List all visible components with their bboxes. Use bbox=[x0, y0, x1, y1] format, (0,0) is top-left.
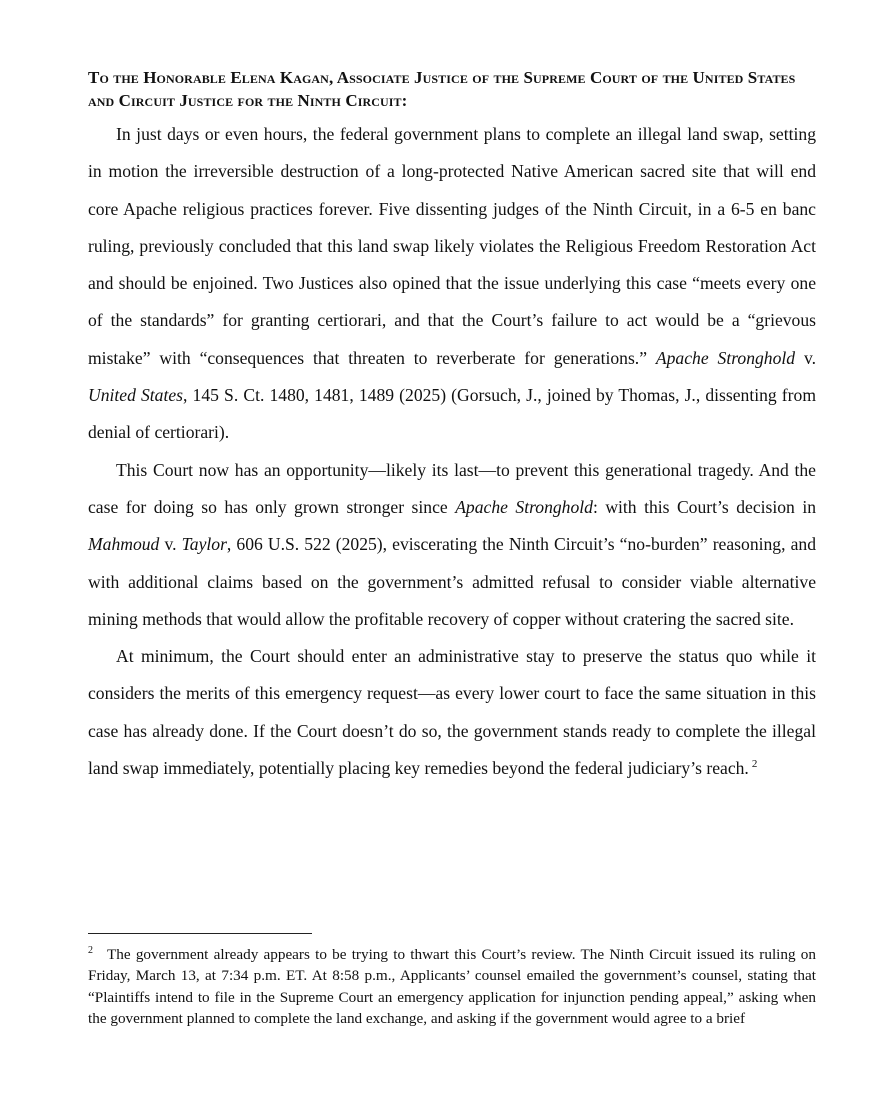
paragraph-2-text-a: This Court now has an opportunity—likely its last—to prevent this generational tragedy. And the case for doing so has only grown stronger since bbox=[88, 459, 816, 517]
case-name-apache-stronghold: Apache Stronghold bbox=[655, 347, 796, 368]
footnote-divider bbox=[88, 933, 312, 934]
paragraph-2-text-b: : with this Court’s decision in bbox=[592, 496, 817, 517]
paragraph-2-text-c: , 606 U.S. 522 (2025), eviscerating the Ninth Circuit’s “no-burden” reasoning, and with additional claims based on the government’s admitted refusal to consider viable alternative mining methods that would allow the profitable recovery of copper without cratering the sacred site. bbox=[88, 534, 816, 629]
case-name-mahmoud: Mahmoud bbox=[88, 534, 160, 555]
case-name-united-states: United States bbox=[88, 385, 184, 406]
versus-text-2: v. bbox=[159, 534, 182, 555]
footnote-reference[interactable]: 2 bbox=[751, 758, 758, 771]
footnote-text: The government already appears to be trying to thwart this Court’s review. The Ninth Circuit issued its ruling on Friday, March 13, at 7:34 p.m. ET. At 8:58 p.m., Applicants’ counsel emailed the government’s counsel, stating that “Plaintiffs intend to file in the Supreme Court an emergency application for injunction pending appeal,” asking when the government planned to complete the land exchange, and asking if the government would agree to a brief bbox=[88, 946, 816, 1028]
paragraph-3 bbox=[88, 638, 816, 787]
footnote-2 bbox=[88, 944, 816, 1030]
paragraph-2 bbox=[88, 452, 816, 638]
paragraph-1-text-a: In just days or even hours, the federal government plans to complete an illegal land swap, setting in motion the irreversible destruction of a long-protected Native American sacred site that will end core Apache religious practices forever. Five dissenting judges of the Ninth Circuit, in a 6-5 en banc ruling, previously concluded that this land swap likely violates the Religious Freedom Restoration Act and should be enjoined. Two Justices also opined that the issue underlying this case “meets every one of the standards” for granting certiorari, and that the Court’s failure to act would be a “grievous mistake” with “consequences that threaten to reverberate for generations.” bbox=[88, 124, 816, 368]
paragraph-1 bbox=[88, 116, 816, 452]
address-heading: To the Honorable Elena Kagan, Associate Justice of the Supreme Court of the United States and Circuit Justice for the Ninth Circuit: bbox=[88, 68, 796, 110]
paragraph-3-text: At minimum, the Court should enter an administrative stay to preserve the status quo while it considers the merits of this emergency request—as every lower court to face the same situation in this case has already done. If the Court doesn’t do so, the government stands ready to complete the illegal land swap immediately, potentially placing key remedies beyond the federal judiciary’s reach. bbox=[88, 646, 816, 779]
versus-text: v. bbox=[795, 347, 817, 368]
document-page bbox=[88, 66, 816, 787]
case-name-apache-stronghold-2: Apache Stronghold bbox=[455, 496, 593, 517]
case-name-taylor: Taylor bbox=[181, 534, 227, 555]
paragraph-1-text-b: , 145 S. Ct. 1480, 1481, 1489 (2025) (Gorsuch, J., joined by Thomas, J., dissenting from denial of certiorari). bbox=[88, 385, 817, 443]
footnote-number: 2 bbox=[88, 944, 93, 956]
